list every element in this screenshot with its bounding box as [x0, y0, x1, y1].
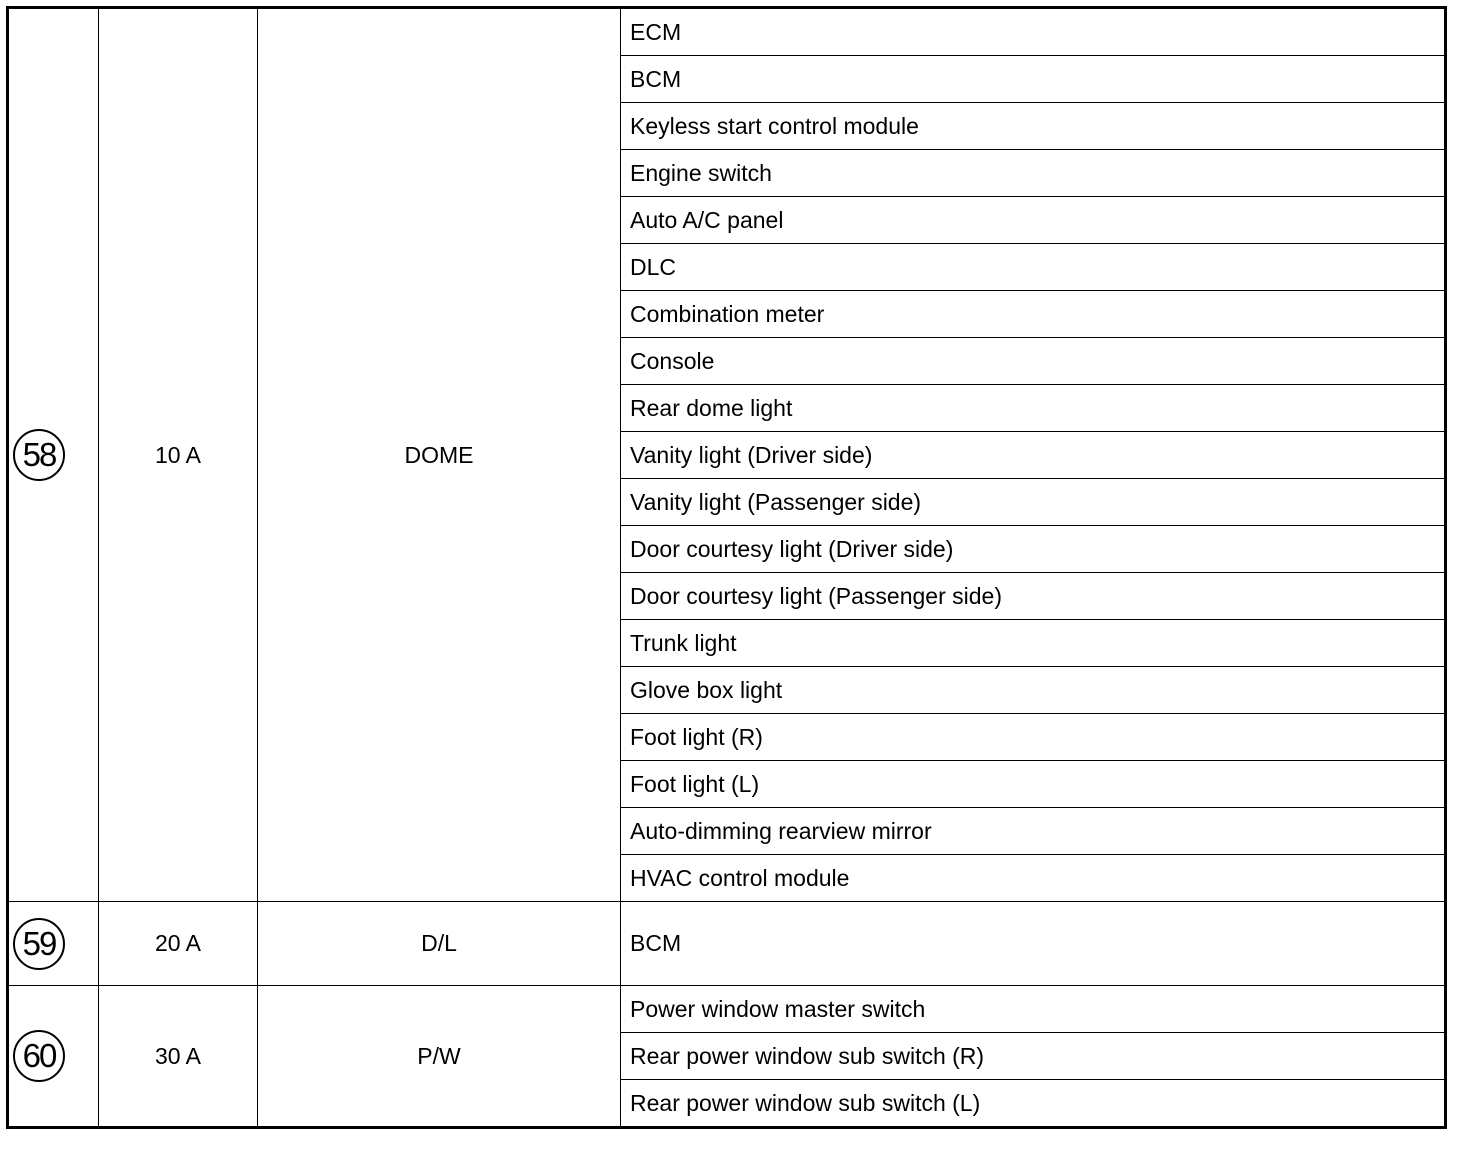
fuse-name: DOME: [258, 8, 621, 902]
load-item: Glove box light: [621, 667, 1446, 714]
fuse-number-cell: [8, 8, 99, 902]
load-item: Vanity light (Driver side): [621, 432, 1446, 479]
fuse-name: D/L: [258, 902, 621, 986]
fuse-number: 59: [13, 918, 65, 970]
load-item: Combination meter: [621, 291, 1446, 338]
load-item: Foot light (R): [621, 714, 1446, 761]
table-row: [8, 902, 1446, 986]
load-item: Rear dome light: [621, 385, 1446, 432]
load-item: Door courtesy light (Passenger side): [621, 573, 1446, 620]
load-item: DLC: [621, 244, 1446, 291]
fuse-number: 60: [13, 1030, 65, 1082]
load-item: Foot light (L): [621, 761, 1446, 808]
load-item: Rear power window sub switch (L): [621, 1080, 1446, 1128]
fuse-amperage: 30 A: [99, 986, 258, 1128]
load-item: Trunk light: [621, 620, 1446, 667]
load-item: Auto-dimming rearview mirror: [621, 808, 1446, 855]
fuse-number-cell: [8, 986, 99, 1128]
load-item: HVAC control module: [621, 855, 1446, 902]
fuse-number: 58: [13, 429, 65, 481]
fuse-name: P/W: [258, 986, 621, 1128]
fuse-number-cell: [8, 902, 99, 986]
load-item: Auto A/C panel: [621, 197, 1446, 244]
load-item: ECM: [621, 8, 1446, 56]
load-item: Door courtesy light (Driver side): [621, 526, 1446, 573]
load-item: Rear power window sub switch (R): [621, 1033, 1446, 1080]
load-item: Console: [621, 338, 1446, 385]
load-item: Vanity light (Passenger side): [621, 479, 1446, 526]
load-item: BCM: [621, 56, 1446, 103]
load-item: Keyless start control module: [621, 103, 1446, 150]
fuse-amperage: 20 A: [99, 902, 258, 986]
load-item: Power window master switch: [621, 986, 1446, 1033]
load-item: Engine switch: [621, 150, 1446, 197]
fuse-table: [6, 6, 1447, 1129]
fuse-amperage: 10 A: [99, 8, 258, 902]
table-row: [8, 8, 1446, 56]
load-item: BCM: [621, 902, 1446, 986]
table-row: [8, 986, 1446, 1033]
